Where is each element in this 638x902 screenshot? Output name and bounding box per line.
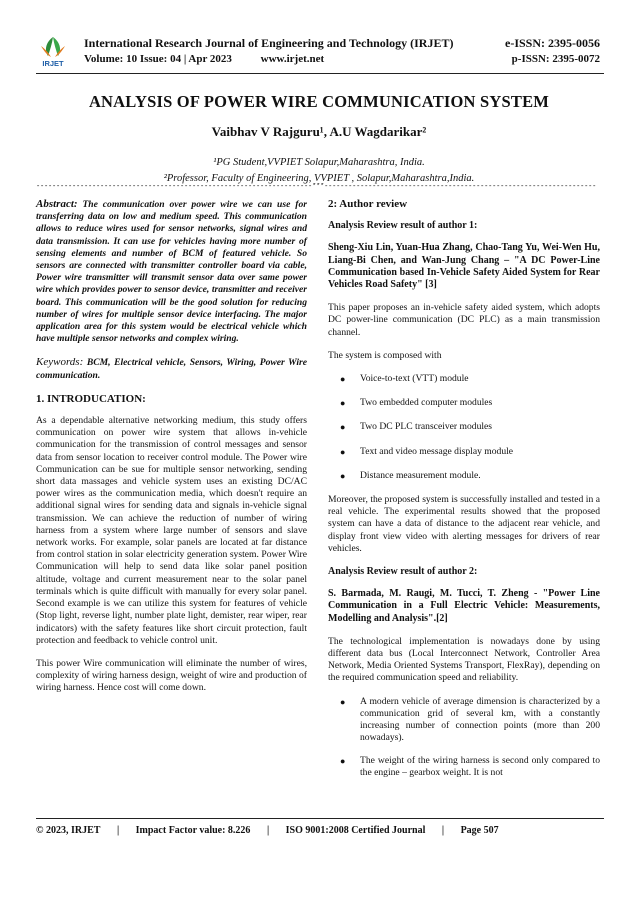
keywords — [36, 356, 307, 381]
list-item: ● The weight of the wiring harness is second only compared to the engine – gearbox weight. It is not — [340, 754, 600, 778]
bullet-icon: ● — [340, 470, 346, 481]
right-column — [328, 198, 600, 789]
footer-copyright: © 2023, IRJET — [36, 825, 101, 836]
bullet-icon: ● — [340, 696, 346, 707]
section-heading-intro: 1. INTRODUCATION: — [36, 392, 146, 405]
bullet-icon: ● — [340, 422, 346, 433]
review-author1-heading: Analysis Review result of author 1: — [328, 220, 478, 232]
journal-header — [36, 34, 604, 70]
review-author2-paragraph-1: The technological implementation is nowadays done by using different data bus (Local Interconnect Network, Controller Area Network, Media Oriented Systems Transport, FlexRay), depending on the required communication speed and reliability. — [328, 635, 600, 684]
abstract-label: Abstract: — [36, 198, 78, 210]
footer-rule — [36, 818, 604, 819]
footer-separator: | — [116, 825, 120, 836]
pissn: p-ISSN: 2395-0072 — [511, 53, 600, 65]
header-rule — [36, 73, 604, 74]
list-item: ● Distance measurement module. — [340, 469, 481, 481]
left-column — [36, 198, 307, 706]
list-item: ● Two DC PLC transceiver modules — [340, 421, 493, 433]
keywords-label: Keywords: — [36, 356, 84, 369]
page-footer — [36, 825, 604, 836]
review-author1-reference: Sheng-Xiu Lin, Yuan-Hua Zhang, Chao-Tang Yu, Wei-Wen Hu, Liang-Bi Chen, and Wan-Jung Chang – "A DC Power-Line Communication based In-Vehicle Safety Aided System for Rear Vehicles Road Safety" [3] — [328, 242, 600, 291]
intro-paragraph-2: This power Wire communication will eliminate the number of wires, complexity of wiring harness design, weight of wire and production of wiring harness. Hence cost will come down. — [36, 657, 307, 694]
paper-authors: Vaibhav V Rajguru¹, A.U Wagdarikar² — [211, 124, 427, 139]
logo-text: IRJET — [42, 59, 64, 68]
journal-website[interactable]: www.irjet.net — [260, 53, 325, 65]
journal-issue-line — [84, 53, 324, 65]
journal-issue: Volume: 10 Issue: 04 | Apr 2023 — [84, 53, 232, 65]
footer-page-number: Page 507 — [460, 825, 499, 836]
section-heading-review: 2: Author review — [328, 198, 408, 210]
bullet-icon: ● — [340, 755, 346, 766]
review-author1-paragraph-2: The system is composed with — [328, 349, 442, 361]
module-list — [328, 373, 600, 482]
affiliation-1: ¹PG Student,VVPIET Solapur,Maharashtra, India. — [213, 157, 425, 168]
review-author2-reference: S. Barmada, M. Raugi, M. Tucci, T. Zheng - "Power Line Communication in a Full Electric Vehicle: Measurements, Modelling and Analysis".[2] — [328, 588, 600, 624]
abstract-text: The communication over power wire we can use for transferring data on low and medium speed. This communication allows to reduce wires used for sensor networks, signal wires and data transmission. It can use for vehicles having more number of sensing elements and number of BCM of featured vehicle. So sensors are connected with transmitter controller board via cable, Power wire transmitter will transmit sensor data over same power wire which provides power to sensor device, transmitter and receiver board. This communication will be the good solution for reducing number of wires for multiple sensor device interfacing. The major application area for this system would be electrical vehicle which have multiple sensor networks and complex wiring. — [36, 199, 307, 345]
footer-separator: | — [441, 825, 445, 836]
footer-separator: | — [266, 825, 270, 836]
vehicle-facts-list — [328, 696, 600, 779]
eissn: e-ISSN: 2395-0056 — [505, 36, 600, 50]
affiliation-2: ²Professor, Faculty of Engineering, VVPIET , Solapur,Maharashtra,India. — [163, 173, 475, 184]
list-item: ● Two embedded computer modules — [340, 397, 493, 409]
bullet-icon: ● — [340, 374, 346, 385]
review-author1-paragraph-3: Moreover, the proposed system is successfully installed and tested in a real vehicle. The experimental results showed that the proposed system can have a data of distance to the adjacent rear vehicle, and display front view video with alerting messages for drivers of rear vehicles. — [328, 494, 600, 554]
bullet-icon: ● — [340, 446, 346, 457]
separator-line: ---------------------------------------------------------------------***-------------------------------------------------------------------- — [36, 183, 597, 191]
journal-name: International Research Journal of Engineering and Technology (IRJET) — [84, 36, 454, 50]
footer-iso: ISO 9001:2008 Certified Journal — [285, 825, 426, 836]
irjet-logo-icon — [36, 34, 70, 68]
review-author1-paragraph-1: This paper proposes an in-vehicle safety aided system, which adopts DC power-line communication (DC PLC) as a main transmission channel. — [328, 302, 600, 338]
bullet-icon: ● — [340, 398, 346, 409]
paper-title: ANALYSIS OF POWER WIRE COMMUNICATION SYSTEM — [88, 92, 550, 111]
footer-impact-factor: Impact Factor value: 8.226 — [135, 825, 251, 836]
intro-paragraph-1: As a dependable alternative networking medium, this study offers communication on power wire system that allows in-vehicle communication for the transmission of control messages and sensor data from sensor location to receiver control module. The Power wire Communication can be sue for multiple sensor networking, sending short data massages and vehicle system uses an existing DC/AC power wires as the communication media, which doesn't require an additional signal wires for sending data and signals in-vehicle signal transmission. We can achieve the reduction of number of wiring harness from a system where large number of sensors and slave network works. For example, solar panels are located at far distance from control station in solar electricity generation system. Power Wire Communication will help to send data like solar panel position altitude, voltage and current measurement near to the solar panel terminals which is quite difficult with manually for every solar panel. Second example is we can utilize this system for features of vehicle (Stop light, reverse light, number plate light, demister, rear wiper, rear indicators) with the safety features like short circuit protection, fault protection and feedback to vehicle control unit. — [36, 415, 307, 646]
list-item: ● Voice-to-text (VTT) module — [340, 373, 469, 385]
list-item: ● Text and video message display module — [340, 445, 514, 457]
keywords-text: BCM, Electrical vehicle, Sensors, Wiring, Power Wire communication. — [36, 357, 307, 381]
abstract — [36, 198, 307, 345]
review-author2-heading: Analysis Review result of author 2: — [328, 566, 478, 578]
list-item: ● A modern vehicle of average dimension is characterized by a communication grid of several km, with a constantly increasing number of connection points (more than 200 nowadays). — [340, 695, 600, 744]
